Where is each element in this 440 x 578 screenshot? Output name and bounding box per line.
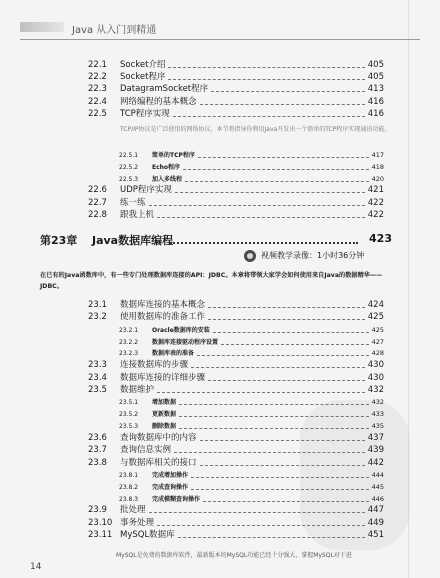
toc-entry[interactable] — [0, 210, 440, 221]
toc-entry-number: 23.5 — [88, 385, 107, 395]
toc-entry-title: 跟我上机 — [120, 210, 155, 220]
toc-leader-dots — [149, 512, 365, 514]
toc-entry-number: 22.6 — [88, 185, 107, 195]
toc-entry-number: 23.2.2 — [119, 338, 139, 346]
toc-subentry[interactable] — [0, 482, 440, 493]
chapter-page-number: 423 — [369, 232, 392, 245]
toc-entry-number: 23.8.1 — [119, 472, 139, 479]
toc-entry-number: 23.7 — [88, 445, 107, 456]
header-rule — [20, 39, 420, 40]
toc-entry-number: 23.8.2 — [119, 483, 139, 491]
toc-subentry[interactable] — [0, 470, 440, 481]
toc-entry-number: 23.1 — [88, 300, 107, 310]
toc-entry-title: 数据维护 — [120, 385, 155, 395]
toc-entry-title: 加入多线程 — [152, 176, 183, 183]
toc-entry-title: 完成查询操作 — [152, 483, 189, 491]
toc-entry-number: 22.7 — [88, 197, 107, 208]
toc-entry-page: 405 — [367, 72, 384, 83]
toc-leader-dots — [191, 489, 369, 491]
toc-entry-title: Socket介绍 — [120, 60, 166, 70]
toc-leader-dots — [200, 465, 365, 467]
toc-entry-number: 23.11 — [88, 530, 113, 541]
toc-entry-number: 23.5.1 — [119, 399, 139, 407]
toc-leader-dots — [179, 428, 369, 430]
toc-leader-dots — [221, 344, 369, 346]
toc-entry-title: 删除数据 — [152, 423, 177, 430]
toc-leader-dots — [200, 440, 365, 442]
toc-leader-dots — [168, 79, 364, 81]
toc-entry-number: 22.5.1 — [119, 152, 139, 159]
toc-entry-page: 445 — [371, 482, 384, 491]
toc-entry-title: 数据库表的准备 — [152, 350, 195, 358]
toc-entry-number: 23.3 — [88, 360, 107, 371]
toc-entry-title: 完成模糊查询操作 — [152, 495, 201, 503]
toc-subentry[interactable] — [0, 325, 440, 336]
toc-entry-title: 增加数据 — [152, 399, 177, 407]
toc-entry-page: 420 — [371, 175, 384, 183]
toc-leader-dots — [208, 319, 365, 321]
toc-entry-number: 22.5 — [88, 108, 107, 119]
toc-entry-title: 练一练 — [120, 197, 146, 208]
toc-entry-number: 23.6 — [88, 432, 107, 443]
toc-subentry[interactable] — [0, 162, 440, 173]
toc-entry-title: 数据库连接的详细步骤 — [120, 372, 206, 383]
toc-entry-number: 22.4 — [88, 96, 107, 107]
toc-leader-dots — [191, 477, 369, 479]
toc-entry[interactable] — [0, 84, 440, 95]
toc-entry[interactable] — [0, 373, 440, 384]
toc-entry-number: 23.5.2 — [119, 411, 139, 419]
toc-entry-title: DatagramSocket程序 — [120, 84, 209, 95]
toc-entry-page: 447 — [367, 505, 384, 516]
toc-entry-page: 435 — [371, 422, 384, 430]
toc-entry-page: 432 — [367, 385, 384, 395]
video-disc-icon — [244, 250, 256, 262]
toc-entry-page: 405 — [367, 60, 384, 70]
toc-entry-title: Oracle数据库的安装 — [152, 326, 210, 334]
toc-entry-page: 416 — [367, 96, 384, 107]
toc-leader-dots — [213, 332, 369, 334]
section-description: TCP/IP协议是广泛使用的网络协议，本节将指导你利用Java开发出一个简单的TCP程序实现通讯功能。 — [120, 126, 391, 133]
header-tab-decoration — [20, 22, 64, 32]
toc-subentry[interactable] — [0, 397, 440, 408]
toc-entry[interactable] — [0, 360, 440, 371]
toc-leader-dots — [198, 157, 369, 159]
chapter-title: Java数据库编程 — [92, 234, 174, 247]
toc-entry[interactable] — [0, 72, 440, 83]
toc-entry-page: 437 — [367, 432, 384, 443]
toc-leader-dots — [197, 355, 369, 357]
toc-leader-dots — [174, 452, 365, 454]
running-header — [20, 18, 420, 40]
toc-entry-number: 23.5.3 — [119, 423, 139, 430]
toc-leader-dots — [157, 525, 365, 527]
toc-leader-dots — [173, 116, 365, 118]
toc-entry[interactable] — [0, 530, 440, 541]
toc-entry[interactable] — [0, 109, 440, 120]
toc-leader-dots — [191, 367, 365, 369]
toc-subentry[interactable] — [0, 337, 440, 348]
toc-entry-title: 网络编程的基本概念 — [120, 96, 197, 107]
toc-entry-number: 23.4 — [88, 372, 107, 383]
toc-entry-page: 446 — [371, 494, 384, 503]
chapter-leader-dots — [170, 242, 358, 244]
toc-entry-number: 23.10 — [88, 517, 113, 528]
toc-entry-page: 416 — [367, 108, 384, 119]
toc-leader-dots — [185, 181, 369, 183]
toc-leader-dots — [178, 537, 365, 539]
toc-leader-dots — [200, 104, 365, 106]
toc-leader-dots — [149, 205, 365, 207]
toc-entry-page: 427 — [371, 337, 384, 346]
toc-entry-page: 444 — [371, 471, 384, 479]
toc-entry-page: 442 — [367, 457, 384, 468]
toc-entry-page: 430 — [367, 372, 384, 383]
toc-entry-page: 413 — [367, 84, 384, 95]
toc-entry-page: 422 — [367, 197, 384, 208]
toc-entry-title: Socket程序 — [120, 72, 166, 83]
toc-entry-page: 424 — [367, 300, 384, 310]
toc-leader-dots — [208, 380, 365, 382]
toc-entry-number: 22.3 — [88, 84, 107, 95]
toc-entry[interactable] — [0, 505, 440, 516]
toc-leader-dots — [179, 416, 369, 418]
toc-entry[interactable] — [0, 433, 440, 444]
toc-entry[interactable] — [0, 385, 440, 396]
toc-entry-page: 430 — [367, 360, 384, 371]
chapter-intro: 在已有的Java函数库中，有一些专门处理数据库连接的API：JDBC。本章将带领大家学会如何使用来自Java的数据精华——JDBC。 — [40, 272, 383, 290]
toc-entry-page: 451 — [367, 530, 384, 541]
video-duration-label: 视频教学录像：1小时36分钟 — [261, 251, 365, 260]
toc-entry-title: 完成增加操作 — [152, 472, 189, 479]
toc-entry-page: 433 — [371, 410, 384, 419]
toc-entry-title: 查询数据库中的内容 — [120, 432, 197, 443]
toc-entry[interactable] — [0, 300, 440, 311]
toc-entry[interactable] — [0, 445, 440, 456]
toc-leader-dots — [208, 307, 365, 309]
toc-leader-dots — [211, 91, 365, 93]
toc-entry-number: 22.5.3 — [119, 176, 139, 183]
toc-entry-title: 简单的TCP程序 — [152, 152, 195, 159]
toc-entry-title: TCP程序实现 — [120, 108, 170, 119]
toc-entry-page: 425 — [367, 312, 384, 323]
toc-entry-number: 22.1 — [88, 60, 107, 70]
toc-entry-number: 22.5.2 — [119, 164, 139, 171]
toc-entry[interactable] — [0, 312, 440, 323]
toc-entry-title: 批处理 — [120, 505, 146, 516]
page-number: 14 — [30, 562, 42, 572]
toc-entry-number: 23.2.1 — [119, 326, 139, 334]
chapter-number: 第23章 — [40, 234, 78, 247]
toc-entry-page: 417 — [371, 151, 384, 159]
toc-entry-title: UDP程序实现 — [120, 185, 172, 195]
toc-leader-dots — [168, 67, 364, 69]
toc-subentry[interactable] — [0, 494, 440, 505]
mysql-description: MySQL是免费的数据库软件，最新版本的MySQL功能已经十分强大，掌握MySQL对于进 — [116, 552, 352, 559]
toc-entry-title: 数据库连接的基本概念 — [120, 300, 206, 310]
toc-entry-title: 更新数据 — [152, 411, 177, 419]
toc-entry-page: 449 — [367, 517, 384, 528]
toc-subentry[interactable] — [0, 150, 440, 161]
toc-entry-page: 428 — [371, 349, 384, 358]
toc-entry-page: 422 — [367, 210, 384, 220]
toc-leader-dots — [203, 501, 369, 503]
toc-leader-dots — [175, 192, 365, 194]
toc-entry-title: Echo程序 — [152, 164, 181, 171]
toc-entry-title: 查询信息实例 — [120, 445, 172, 456]
toc-leader-dots — [183, 169, 369, 171]
toc-entry-title: MySQL数据库 — [120, 530, 175, 541]
toc-entry-number: 23.8.3 — [119, 495, 139, 503]
toc-subentry[interactable] — [0, 421, 440, 432]
book-title: Java 从入门到精通 — [72, 25, 157, 36]
toc-entry-title: 连接数据库的步骤 — [120, 360, 189, 371]
toc-entry-page: 439 — [367, 445, 384, 456]
toc-subentry[interactable] — [0, 409, 440, 420]
toc-entry-number: 23.8 — [88, 457, 107, 468]
toc-entry-number: 23.2 — [88, 312, 107, 323]
toc-entry-number: 23.2.3 — [119, 350, 139, 358]
toc-entry[interactable] — [0, 97, 440, 108]
toc-entry-page: 421 — [367, 185, 384, 195]
toc-entry-title: 与数据库相关的接口 — [120, 457, 197, 468]
toc-entry-number: 22.8 — [88, 210, 107, 220]
toc-entry-number: 23.9 — [88, 505, 107, 516]
toc-entry-title: 事务处理 — [120, 517, 155, 528]
toc-leader-dots — [157, 217, 365, 219]
toc-subentry[interactable] — [0, 348, 440, 359]
toc-entry-page: 425 — [371, 325, 384, 334]
toc-entry[interactable] — [0, 198, 440, 209]
toc-entry[interactable] — [0, 185, 440, 196]
toc-entry-title: 使用数据库的准备工作 — [120, 312, 206, 323]
toc-entry-page: 418 — [371, 163, 384, 171]
toc-leader-dots — [157, 392, 365, 394]
chapter-heading[interactable] — [40, 232, 392, 248]
toc-entry-page: 432 — [371, 398, 384, 407]
toc-entry[interactable] — [0, 458, 440, 469]
toc-entry-number: 22.2 — [88, 72, 107, 83]
toc-entry-title: 数据库连接驱动程序设置 — [152, 338, 219, 346]
toc-leader-dots — [179, 404, 369, 406]
toc-entry[interactable] — [0, 518, 440, 529]
toc-subentry[interactable] — [0, 174, 440, 185]
toc-entry[interactable] — [0, 60, 440, 71]
